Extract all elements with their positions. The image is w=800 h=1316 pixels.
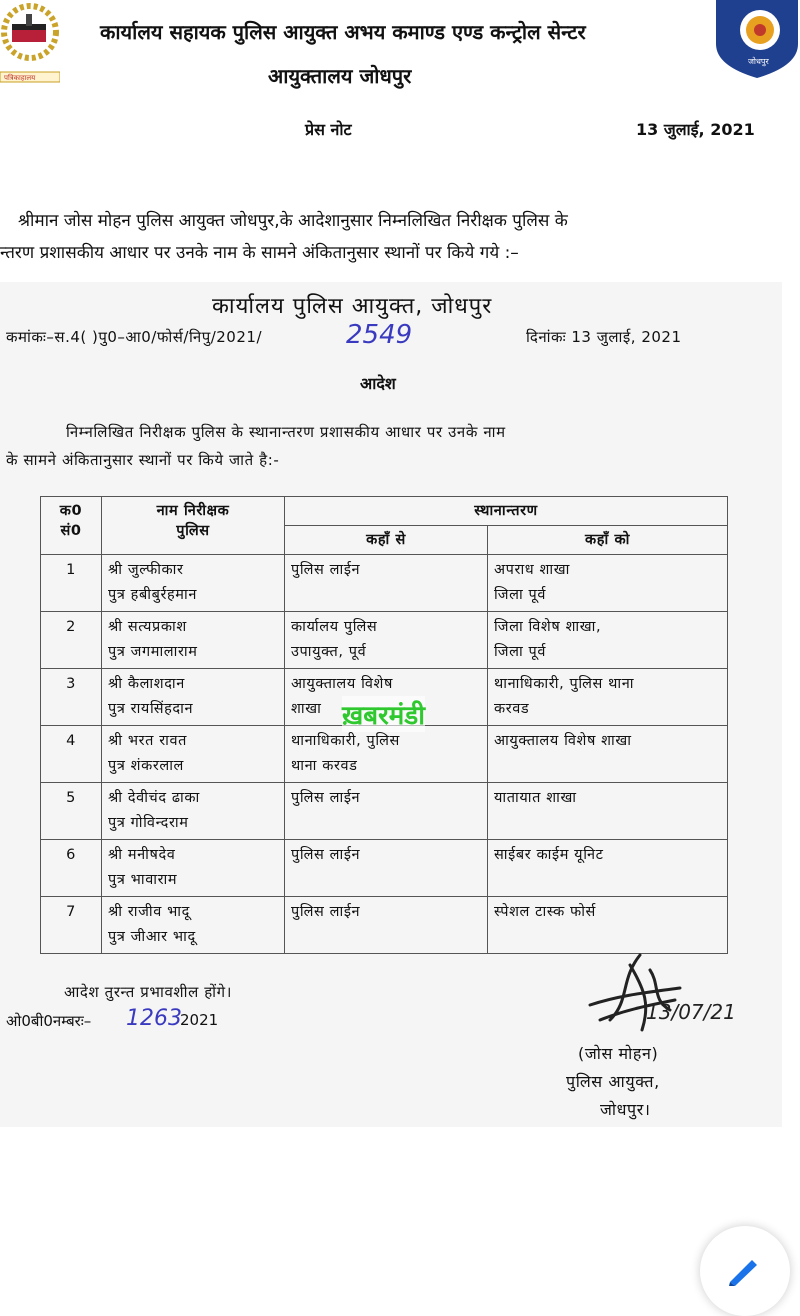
row-to — [488, 783, 728, 840]
from-line-1: कार्यालय पुलिस — [291, 619, 378, 635]
row-to — [488, 897, 728, 954]
table-row — [41, 555, 728, 612]
order-heading: आदेश — [360, 374, 396, 393]
row-from — [285, 555, 488, 612]
name-line-1: श्री देवीचंद ढाका — [108, 790, 200, 806]
order-reference-number: 2549 — [346, 320, 413, 350]
row-from — [285, 726, 488, 783]
name-line-2: पुत्र भावाराम — [108, 872, 178, 888]
name-line-1: श्री राजीव भादू — [108, 904, 190, 920]
to-line-1: अपराध शाखा — [494, 562, 570, 578]
signatory-place: जोधपुर। — [600, 1100, 651, 1119]
to-line-1: आयुक्तालय विशेष शाखा — [494, 733, 632, 749]
row-sno: 2 — [41, 612, 102, 669]
table-row — [41, 726, 728, 783]
edit-fab-button[interactable] — [700, 1226, 790, 1316]
from-line-1: पुलिस लाईन — [291, 904, 361, 920]
row-sno: 7 — [41, 897, 102, 954]
name-line-1: श्री मनीषदेव — [108, 847, 176, 863]
order-reference: कमांकः–स.4( )पु0–आ0/फोर्स/निपु/2021/ — [6, 328, 262, 346]
signatory-name: (जोस मोहन) — [578, 1044, 659, 1063]
col-name-line-2: पुलिस — [176, 523, 210, 539]
col-name-line-1: नाम निरीक्षक — [156, 503, 230, 519]
name-line-2: पुत्र जगमालाराम — [108, 644, 198, 660]
row-to — [488, 840, 728, 897]
name-line-2: पुत्र शंकरलाल — [108, 758, 184, 774]
row-sno: 6 — [41, 840, 102, 897]
table-row — [41, 897, 728, 954]
order-date: दिनांकः 13 जुलाई, 2021 — [526, 328, 682, 346]
row-name — [102, 555, 285, 612]
from-line-1: आयुक्तालय विशेष — [291, 676, 393, 692]
row-name — [102, 840, 285, 897]
row-name — [102, 669, 285, 726]
col-transfer-header: स्थानान्तरण — [285, 497, 728, 526]
name-line-1: श्री कैलाशदान — [108, 676, 185, 692]
row-sno: 3 — [41, 669, 102, 726]
row-name — [102, 783, 285, 840]
intro-paragraph — [0, 205, 800, 269]
col-sno-header — [41, 497, 102, 555]
row-name — [102, 612, 285, 669]
intro-line-1: श्रीमान जोस मोहन पुलिस आयुक्त जोधपुर,के आदेशानुसार निम्नलिखित निरीक्षक पुलिस के — [18, 211, 568, 231]
signature-scribble — [580, 950, 690, 1040]
to-line-2: करवड — [494, 701, 530, 717]
row-sno: 4 — [41, 726, 102, 783]
name-line-2: पुत्र गोविन्दराम — [108, 815, 189, 831]
name-line-1: श्री जुल्फीकार — [108, 562, 184, 578]
col-name-header — [102, 497, 285, 555]
order-body-line-1: निम्नलिखित निरीक्षक पुलिस के स्थानान्तरण प्रशासकीय आधार पर उनके नाम — [66, 423, 506, 441]
header-subtitle: आयुक्तालय जोधपुर — [268, 64, 412, 88]
to-line-1: थानाधिकारी, पुलिस थाना — [494, 676, 635, 692]
order-office-title: कार्यालय पुलिस आयुक्त, जोधपुर — [212, 294, 493, 319]
to-line-2: जिला पूर्व — [494, 587, 547, 603]
ob-number: 1263 — [126, 1006, 182, 1031]
signatory-designation: पुलिस आयुक्त, — [566, 1072, 660, 1091]
row-from — [285, 840, 488, 897]
row-sno: 5 — [41, 783, 102, 840]
name-line-2: पुत्र रायसिंहदान — [108, 701, 194, 717]
badge-caption: जोधपुर — [748, 57, 769, 66]
press-note-label: प्रेस नोट — [305, 120, 352, 139]
row-to — [488, 612, 728, 669]
watermark-text: ख़बरमंडी — [342, 696, 425, 732]
ob-year: 2021 — [180, 1011, 219, 1029]
to-line-1: साईबर काईम यूनिट — [494, 847, 604, 863]
order-body — [6, 418, 768, 474]
order-body-line-2: के सामने अंकितानुसार स्थानों पर किये जाते है:- — [6, 451, 280, 469]
col-sno-line-1: क0 — [59, 503, 83, 519]
from-line-1: थानाधिकारी, पुलिस — [291, 733, 400, 749]
to-line-2: जिला पूर्व — [494, 644, 547, 660]
row-to — [488, 555, 728, 612]
signature-date: 13/07/21 — [646, 1000, 736, 1024]
col-sno-line-2: सं0 — [60, 523, 82, 539]
from-line-2: उपायुक्त, पूर्व — [291, 644, 367, 660]
intro-line-2: न्तरण प्रशासकीय आधार पर उनके नाम के सामने अंकितानुसार स्थानों पर किये गये :– — [0, 243, 519, 263]
row-from — [285, 612, 488, 669]
row-from — [285, 897, 488, 954]
row-name — [102, 897, 285, 954]
name-line-2: पुत्र हबीबुर्रहमान — [108, 587, 197, 603]
row-to — [488, 726, 728, 783]
from-line-1: पुलिस लाईन — [291, 790, 361, 806]
pencil-icon — [726, 1256, 760, 1290]
header-title: कार्यालय सहायक पुलिस आयुक्त अभय कमाण्ड एण्ड कन्ट्रोल सेन्टर — [100, 20, 586, 44]
col-from-header: कहाँ से — [285, 526, 488, 555]
order-effective-note: आदेश तुरन्त प्रभावशील होंगे। — [64, 983, 232, 1001]
col-to-header: कहाँ को — [488, 526, 728, 555]
name-line-1: श्री सत्यप्रकाश — [108, 619, 187, 635]
table-row — [41, 840, 728, 897]
row-name — [102, 726, 285, 783]
press-note-date: 13 जुलाई, 2021 — [636, 120, 755, 139]
to-line-1: यातायात शाखा — [494, 790, 577, 806]
from-line-1: पुलिस लाईन — [291, 562, 361, 578]
emblem-caption: पत्रिकाहालय — [4, 74, 36, 82]
table-row — [41, 612, 728, 669]
from-line-2: शाखा — [291, 701, 322, 717]
to-line-1: जिला विशेष शाखा, — [494, 619, 602, 635]
from-line-1: पुलिस लाईन — [291, 847, 361, 863]
row-from — [285, 783, 488, 840]
police-emblem-left — [0, 0, 60, 90]
name-line-1: श्री भरत रावत — [108, 733, 188, 749]
police-commissionerate-badge — [714, 0, 800, 80]
name-line-2: पुत्र जीआर भादू — [108, 929, 196, 945]
from-line-2: थाना करवड — [291, 758, 358, 774]
row-to — [488, 669, 728, 726]
table-row — [41, 783, 728, 840]
ob-number-label: ओ0बी0नम्बरः– — [6, 1012, 92, 1030]
to-line-1: स्पेशल टास्क फोर्स — [494, 904, 596, 920]
row-sno: 1 — [41, 555, 102, 612]
